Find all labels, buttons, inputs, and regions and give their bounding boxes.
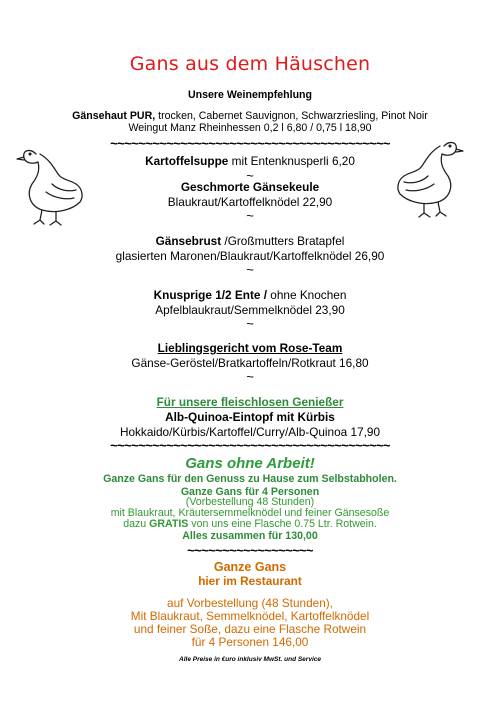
soup-item: Kartoffelsuppe mit Entenknusperli 6,20 xyxy=(145,154,355,168)
lieblings-detail: Gänse-Geröstel/Bratkartoffeln/Rotkraut 16,80 xyxy=(131,356,369,370)
takeaway-title: Gans ohne Arbeit! xyxy=(185,455,315,472)
restaurant-line-1: auf Vorbestellung (48 Stunden), xyxy=(167,596,333,610)
restaurant-title: Ganze Gans xyxy=(213,560,287,574)
ente-name: Knusprige 1/2 Ente / ohne Knochen xyxy=(153,288,347,302)
veggie-name: Alb-Quinoa-Eintopf mit Kürbis xyxy=(165,410,335,424)
ente-detail: Apfelblaukraut/Semmelknödel 23,90 xyxy=(155,303,345,317)
brust-name: Gänsebrust /Großmutters Bratapfel xyxy=(155,234,345,248)
wine-line-2: Weingut Manz Rheinhessen 0,2 l 6,80 / 0,75 l 18,90 xyxy=(128,122,372,134)
separator: ~ xyxy=(246,208,254,223)
takeaway-line-2: Ganze Gans für 4 Personen xyxy=(180,486,320,498)
takeaway-line-5: dazu GRATIS von uns eine Flasche 0.75 Ltr. Rotwein. xyxy=(123,518,377,530)
takeaway-line-4: mit Blaukraut, Kräutersemmelknödel und feiner Gänsesoße xyxy=(110,507,390,519)
veggie-detail: Hokkaido/Kürbis/Kartoffel/Curry/Alb-Quinoa 17,90 xyxy=(119,425,381,439)
takeaway-line-1: Ganze Gans für den Genuss zu Hause zum Selbstabholen. xyxy=(103,473,397,485)
takeaway-price: Alles zusammen für 130,00 xyxy=(182,530,318,542)
restaurant-subtitle: hier im Restaurant xyxy=(198,574,302,588)
separator: ~~~~~~~~~~~~~~~~~~ xyxy=(187,543,313,558)
separator: ~ xyxy=(246,369,254,384)
keule-detail: Blaukraut/Kartoffelknödel 22,90 xyxy=(167,195,333,209)
restaurant-line-4: für 4 Personen 146,00 xyxy=(191,635,309,649)
menu-title: Gans aus dem Häuschen xyxy=(129,53,371,75)
separator: ~ xyxy=(246,316,254,331)
price-footnote: Alle Preise in €uro inklusiv MwSt. und Service xyxy=(179,656,321,663)
takeaway-line-3: (Vorbestellung 48 Stunden) xyxy=(185,496,315,508)
keule-name: Geschmorte Gänsekeule xyxy=(180,180,320,194)
veggie-heading: Für unsere fleischlosen Genießer xyxy=(156,395,344,409)
separator: ~~~~~~~~~~~~~~~~~~~~~~~~~~~~~~~~~~~~~~~~ xyxy=(110,136,390,151)
separator: ~ xyxy=(246,262,254,277)
separator: ~~~~~~~~~~~~~~~~~~~~~~~~~~~~~~~~~~~~~~~~ xyxy=(110,438,390,453)
brust-detail: glasierten Maronen/Blaukraut/Kartoffelknödel 26,90 xyxy=(115,249,385,263)
lieblings-name: Lieblingsgericht vom Rose-Team xyxy=(157,341,343,355)
wine-heading: Unsere Weinempfehlung xyxy=(187,89,312,101)
separator: ~ xyxy=(246,168,254,183)
wine-line-1: Gänsehaut PUR, trocken, Cabernet Sauvignon, Schwarzriesling, Pinot Noir xyxy=(72,110,428,122)
restaurant-line-2: Mit Blaukraut, Semmelknödel, Kartoffelknödel xyxy=(130,609,370,623)
restaurant-line-3: und feiner Soße, dazu eine Flasche Rotwein xyxy=(133,622,367,636)
